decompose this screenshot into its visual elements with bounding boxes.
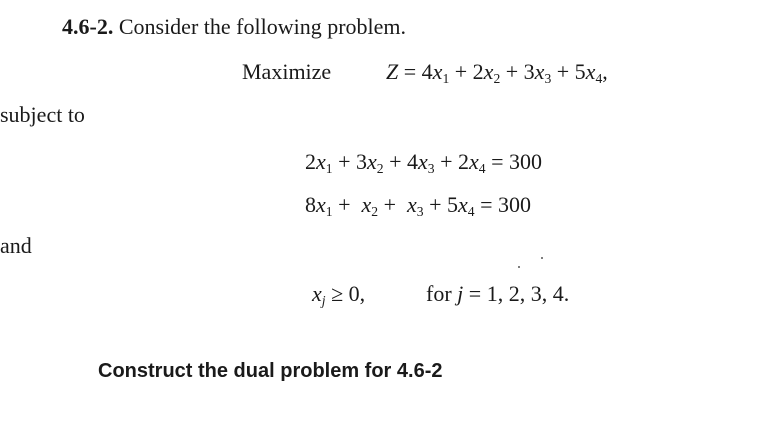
problem-intro: Consider the following problem. [118, 14, 407, 39]
objective-function: $Z = 4x_1 + 2x_2 + 3x_3 + 5x_4$, [386, 59, 608, 86]
scan-speck [518, 266, 520, 268]
constraint-1-rel: = [491, 149, 504, 174]
nonneg-value: 0, [348, 281, 366, 306]
objective-term-4: $5x_4$ [574, 59, 603, 86]
objective-eq: = [403, 59, 417, 84]
constraint-2-rel: = [480, 192, 493, 217]
problem-heading [62, 14, 406, 40]
and-label: and [0, 233, 32, 258]
objective-term-3: $3x_3$ [523, 59, 552, 86]
nonneg-rel: ≥ [331, 281, 344, 306]
constraint-1-rhs: 300 [509, 149, 542, 174]
problem-number: 4.6-2. [62, 14, 114, 39]
objective-term-2: $2x_2$ [472, 59, 501, 86]
task-instruction: Construct the dual problem for 4.6-2 [98, 360, 443, 382]
constraint-2-rhs: 300 [498, 192, 531, 217]
objective-verb: Maximize [242, 59, 332, 84]
objective-lhs: Z [386, 59, 399, 84]
constraint-2: $8x_1 + x_2 + x_3 + 5x_4 = 300$ [305, 192, 531, 219]
constraint-1: $2x_1 + 3x_2 + 4x_3 + 2x_4 = 300$ [305, 149, 542, 176]
objective-term-1: $4x_1$ [421, 59, 450, 86]
subject-to-label: subject to [0, 102, 85, 127]
nonnegativity: $x_j \ge 0$, [312, 281, 366, 308]
nonneg-index-range: for j = 1, 2, 3, 4. [426, 281, 570, 306]
scan-speck [541, 257, 543, 259]
